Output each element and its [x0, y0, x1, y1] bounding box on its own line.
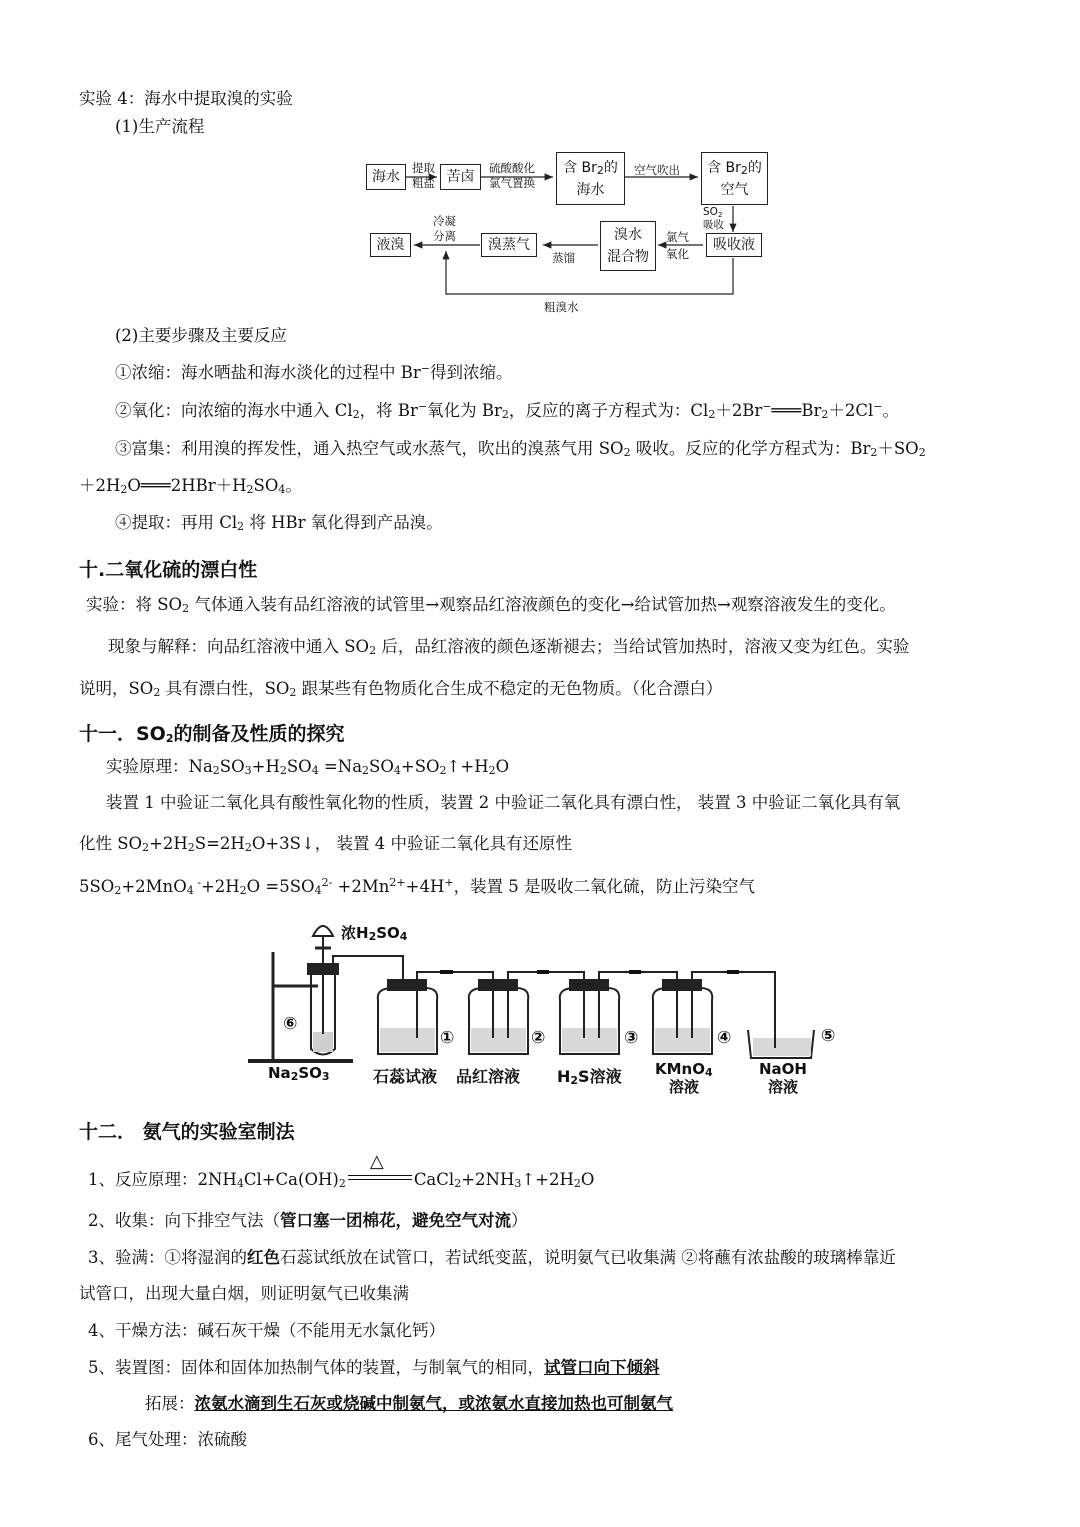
label-acidify: 硫酸酸化 氯气置换	[489, 161, 535, 190]
box-br2-air	[701, 152, 768, 205]
box-liquid-bromine: 液溴	[370, 233, 411, 257]
label-crude-bromine-water: 粗溴水	[544, 300, 579, 314]
s12-reaction: 1、反应原理：$2NH_4Cl+Ca(OH)_2$ △ $CaCl_2+2NH_3↑+2H_2O$	[88, 1151, 595, 1190]
step-extract: ④提取：再用 $Cl_2$ 将 HBr 氧化得到产品溴。	[115, 513, 443, 533]
box-bromine-vapor: 溴蒸气	[481, 233, 537, 257]
s12-drying: 4、干燥方法：碱石灰干燥（不能用无水氯化钙）	[88, 1321, 445, 1340]
label-num-2: ②	[531, 1028, 546, 1048]
step-concentrate: ①浓缩：海水晒盐和海水淡化的过程中 Br−得到浓缩。	[115, 362, 513, 382]
s10-observation: 现象与解释：向品红溶液中通入 $SO_2$ 后，品红溶液的颜色逐渐褪去；当给试管加热时，溶液又变为红色。实验	[108, 637, 910, 657]
label-num-5: ⑤	[821, 1026, 836, 1046]
box-mix-line1: 溴水	[614, 227, 642, 243]
step-oxidize: ②氧化：向浓缩的海水中通入 $Cl_2$，将 Br−氧化为 $Br_2$，反应的离子方程式为：$Cl_2+2Br^-═══Br_2+2Cl^-$。	[115, 400, 899, 421]
box-br2-seawater-line1: 含 $Br_2$的	[563, 160, 618, 177]
label-extract: 提取 粗盐	[412, 161, 435, 190]
label-litmus: 石蕊试液	[373, 1067, 438, 1086]
test-tube-liquid	[313, 1032, 333, 1052]
section-12-heading: 十二． 氨气的实验室制法	[79, 1121, 295, 1143]
label-condense: 冷凝 分离	[433, 214, 456, 243]
s12-collect: 2、收集：向下排空气法（管口塞一团棉花，避免空气对流）	[88, 1211, 528, 1230]
heat-equals	[348, 1151, 412, 1185]
gas-bottle-2	[469, 980, 528, 1054]
box-br2-air-line1: 含 $Br_2$的	[707, 160, 762, 177]
label-air-blow: 空气吹出	[634, 163, 680, 177]
label-num-6: ⑥	[283, 1014, 298, 1034]
s11-devices: 装置 1 中验证二氧化具有酸性氧化物的性质，装置 2 中验证二氧化具有漂白性， 装置 3 中验证二氧化具有氧	[106, 793, 901, 812]
s10-observation-cont: 说明，$SO_2$ 具有漂白性，$SO_2$ 跟某些有色物质化合生成不稳定的无色物质。（化合漂白）	[79, 679, 723, 699]
label-distill: 蒸馏	[552, 251, 575, 265]
beaker	[748, 1030, 814, 1058]
step-enrich-cont: $+2H_2O═══2HBr+H_2SO_4$。	[79, 476, 302, 496]
box-br2-seawater	[556, 152, 625, 205]
label-num-1: ①	[440, 1028, 455, 1048]
label-naoh: NaOH 溶液	[759, 1060, 807, 1096]
s12-apparatus: 5、装置图：固体和固体加热制气体的装置，与制氧气的相同，试管口向下倾斜	[88, 1358, 660, 1377]
subheading-steps: (2)主要步骤及主要反应	[115, 326, 287, 345]
box-absorption-liquid: 吸收液	[706, 233, 762, 257]
label-h2s: $H_2S$溶液	[557, 1067, 622, 1087]
box-bittern: 苦卤	[440, 164, 481, 190]
subheading-flow: (1)生产流程	[115, 117, 205, 136]
gas-bottle-1	[378, 980, 437, 1054]
label-num-3: ③	[624, 1028, 639, 1048]
box-bromine-water-mix	[600, 221, 656, 271]
heat-triangle: △	[369, 1151, 384, 1172]
section-11-heading: 十一．$SO_2$的制备及性质的探究	[79, 723, 345, 745]
label-kmno4: KMnO$_4$ 溶液	[655, 1060, 713, 1096]
label-chlorine-oxidize: 氯气 氧化	[666, 230, 689, 261]
section-10-heading: 十.二氧化硫的漂白性	[79, 559, 258, 581]
box-seawater: 海水	[366, 164, 406, 190]
label-so2-absorb: $SO_2$ 吸收	[703, 206, 724, 231]
s12-extension: 拓展：浓氨水滴到生石灰或烧碱中制氨气，或浓氨水直接加热也可制氨气	[145, 1394, 673, 1413]
s12-check-full: 3、验满：①将湿润的红色石蕊试纸放在试管口，若试纸变蓝，说明氨气已收集满 ②将蘸有浓盐酸的玻璃棒靠近	[88, 1248, 896, 1267]
experiment-title: 实验 4：海水中提取溴的实验	[79, 89, 293, 108]
box-br2-seawater-line2: 海水	[576, 182, 605, 198]
s11-equation: $5SO_2+2MnO_4$ $^-+2H_2O =5SO_4^{2-} +2Mn^{2+}+4H^+$，装置 5 是吸收二氧化硫，防止污染空气	[79, 876, 756, 897]
box-br2-air-line2: 空气	[720, 182, 749, 198]
flow-diagram	[360, 148, 780, 316]
label-num-4: ④	[717, 1028, 732, 1048]
gas-bottle-3	[560, 980, 619, 1054]
s12-tail-gas: 6、尾气处理：浓硫酸	[88, 1430, 247, 1449]
label-magenta: 品红溶液	[456, 1067, 521, 1086]
s11-principle: 实验原理：$Na_2SO_3+H_2SO_4$ $=Na_2SO_4+SO_2↑+H_2O$	[106, 757, 510, 777]
dropping-funnel	[313, 926, 333, 936]
label-conc-h2so4: 浓$H_2SO_4$	[341, 924, 408, 943]
gas-bottle-4	[653, 980, 712, 1054]
s12-check-full-cont: 试管口，出现大量白烟，则证明氨气已收集满	[79, 1284, 409, 1303]
s11-devices-cont: 化性 $SO_2+2H_2S=2H_2O+3S↓$， 装置 4 中验证二氧化具有还原性	[79, 834, 573, 854]
s10-experiment: 实验：将 $SO_2$ 气体通入装有品红溶液的试管里→观察品红溶液颜色的变化→给试管加热→观察溶液发生的变化。	[86, 595, 896, 615]
step-enrich: ③富集：利用溴的挥发性，通入热空气或水蒸气，吹出的溴蒸气用 $SO_2$ 吸收。反应的化学方程式为：$Br_2+SO_2$	[115, 439, 926, 459]
label-na2so3: $Na_2SO_3$	[268, 1064, 330, 1083]
box-mix-line2: 混合物	[607, 249, 649, 265]
so2-apparatus-figure	[243, 914, 853, 1100]
